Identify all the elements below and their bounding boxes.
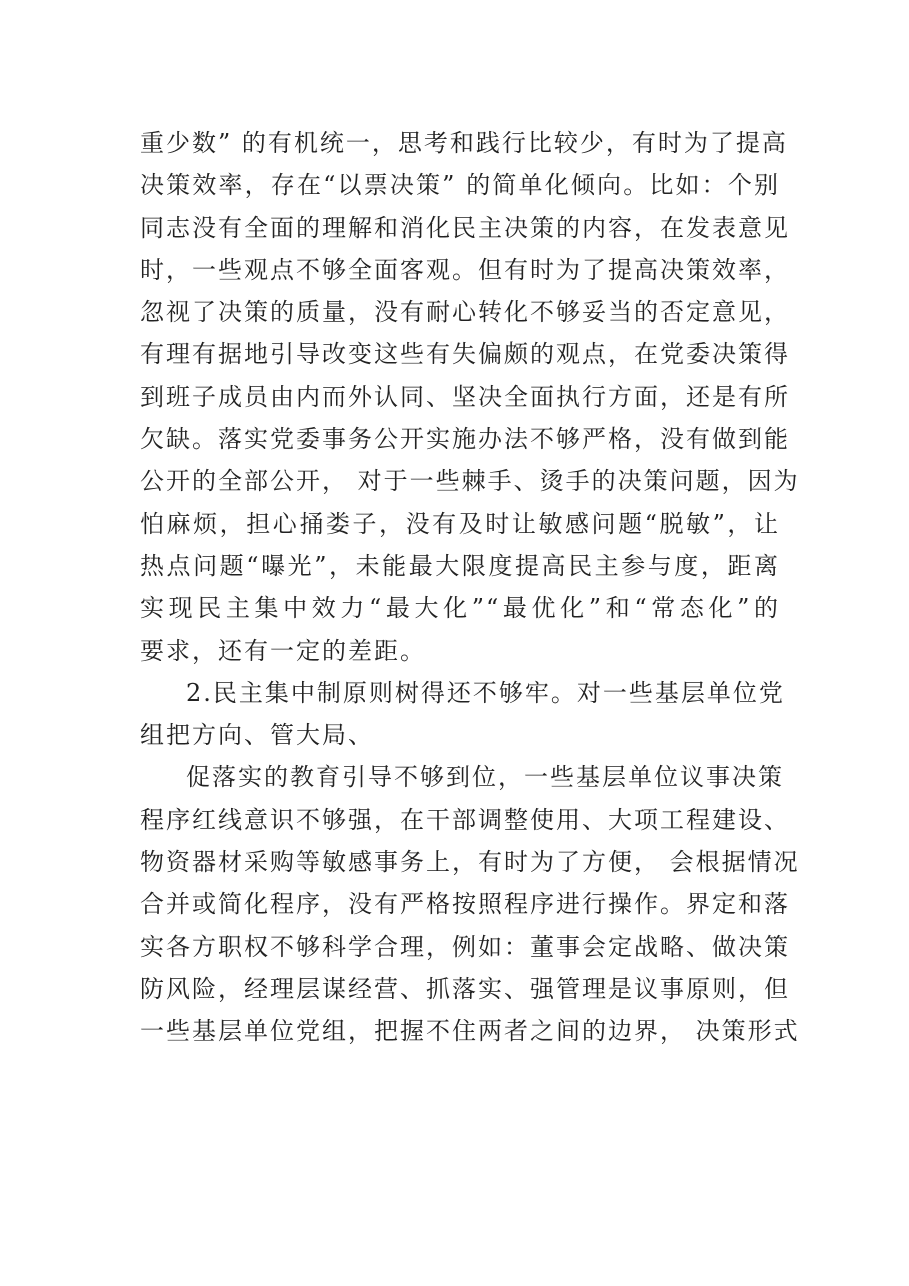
text-line: 2.民主集中制原则树得还不够牢。对一些基层单位党 [186, 678, 785, 707]
text-line: 时，一些观点不够全面客观。但有时为了提高决策效率， [140, 255, 790, 284]
text-line: 有理有据地引导改变这些有失偏颇的观点，在党委决策得 [140, 340, 790, 369]
text-line: 促落实的教育引导不够到位，一些基层单位议事决策 [186, 763, 784, 792]
text-line: 要求，还有一定的差距。 [140, 636, 426, 665]
text-line: 物资器材采购等敏感事务上，有时为了方便， 会根据情况 [140, 848, 800, 877]
text-line: 热点问题“曝光”，未能最大限度提高民主参与度，距离 [140, 551, 780, 580]
text-line: 怕麻烦，担心捅娄子，没有及时让敏感问题“脱敏”，让 [140, 509, 780, 538]
text-line: 一些基层单位党组，把握不住两者之间的边界， 决策形式 [140, 1017, 800, 1046]
text-line: 实各方职权不够科学合理，例如：董事会定战略、做决策 [140, 932, 790, 961]
text-line: 同志没有全面的理解和消化民主决策的内容，在发表意见 [140, 213, 790, 242]
paragraph-item-2-heading [140, 672, 785, 757]
text-line: 合并或简化程序，没有严格按照程序进行操作。界定和落 [140, 890, 790, 919]
text-line: 忽视了决策的质量，没有耐心转化不够妥当的否定意见， [140, 298, 790, 327]
text-line: 实现民主集中效力“最大化”“最优化”和“常态化”的 [140, 594, 780, 623]
text-line: 决策效率，存在“以票决策” 的简单化倾向。比如：个别 [140, 171, 780, 200]
document-body [140, 122, 800, 1053]
text-line: 到班子成员由内而外认同、坚决全面执行方面，还是有所 [140, 382, 790, 411]
text-line: 防风险，经理层谋经营、抓落实、强管理是议事原则，但 [140, 974, 790, 1003]
text-line: 程序红线意识不够强，在干部调整使用、大项工程建设、 [140, 805, 790, 834]
text-line: 公开的全部公开， 对于一些棘手、烫手的决策问题，因为 [140, 467, 800, 496]
paragraph-democratic-decision [140, 122, 800, 672]
text-line: 组把方向、管大局、 [140, 721, 374, 750]
paragraph-item-2-body [140, 756, 800, 1052]
text-line: 欠缺。落实党委事务公开实施办法不够严格，没有做到能 [140, 425, 790, 454]
text-line: 重少数” 的有机统一，思考和践行比较少，有时为了提高 [140, 129, 788, 157]
